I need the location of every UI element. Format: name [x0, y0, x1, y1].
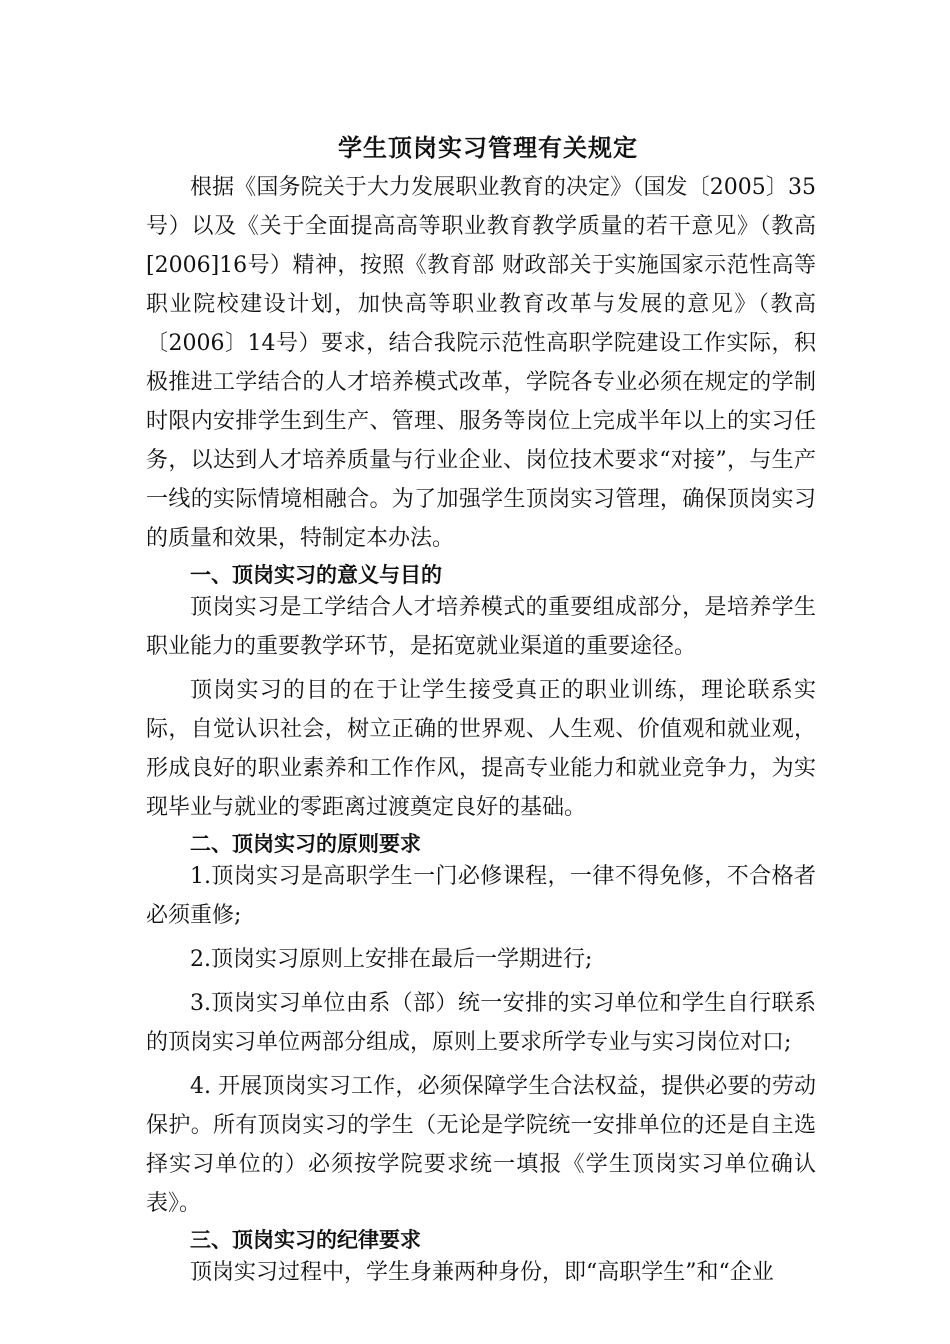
section-2-item-4: 4. 开展顶岗实习工作，必须保障学生合法权益，提供必要的劳动保护。所有顶岗实习的学生（无论是学院统一安排单位的还是自主选择实习单位的）必须按学院要求统一填报《学生顶岗实习单位确认表》。	[146, 1074, 816, 1216]
section-1-heading: 一、顶岗实习的意义与目的	[190, 563, 442, 587]
section-1-paragraph-2: 顶岗实习的目的在于让学生接受真正的职业训练，理论联系实际，自觉认识社会，树立正确的世界观、人生观、价值观和就业观，形成良好的职业素养和工作作风，提高专业能力和就业竞争力，为实现毕业与就业的零距离过渡奠定良好的基础。	[146, 678, 816, 820]
section-1-paragraph-1: 顶岗实习是工学结合人才培养模式的重要组成部分，是培养学生职业能力的重要教学环节，是拓宽就业渠道的重要途径。	[146, 595, 816, 659]
section-3-paragraph-1: 顶岗实习过程中，学生身兼两种身份，即“高职学生”和“企业	[190, 1260, 774, 1285]
document-page	[146, 128, 816, 1292]
section-2-heading: 二、顶岗实习的原则要求	[190, 832, 421, 856]
document-title: 学生顶岗实习管理有关规定	[338, 134, 638, 162]
section-2-item-1: 1.顶岗实习是高职学生一门必修课程，一律不得免修，不合格者必须重修;	[146, 864, 816, 928]
section-3-heading: 三、顶岗实习的纪律要求	[190, 1228, 421, 1252]
section-2-item-3: 3.顶岗实习单位由系（部）统一安排的实习单位和学生自行联系的顶岗实习单位两部分组成，原则上要求所学专业与实习岗位对口;	[146, 991, 816, 1055]
section-2-item-2: 2.顶岗实习原则上安排在最后一学期进行;	[190, 947, 593, 972]
intro-paragraph: 根据《国务院关于大力发展职业教育的决定》（国发〔2005〕35号）以及《关于全面提高高等职业教育教学质量的若干意见》（教高[2006]16号）精神，按照《教育部 财政部关于实施国家示范性高等职业院校建设计划，加快高等职业教育改革与发展的意见》（教高〔2006〕14号）要求，结合我院示范性高职学院建设工作实际，积极推进工学结合的人才培养模式改革，学院各专业必须在规定的学制时限内安排学生到生产、管理、服务等岗位上完成半年以上的实习任务，以达到人才培养质量与行业企业、岗位技术要求“对接”，与生产一线的实际情境相融合。为了加强学生顶岗实习管理，确保顶岗实习的质量和效果，特制定本办法。	[146, 175, 817, 551]
